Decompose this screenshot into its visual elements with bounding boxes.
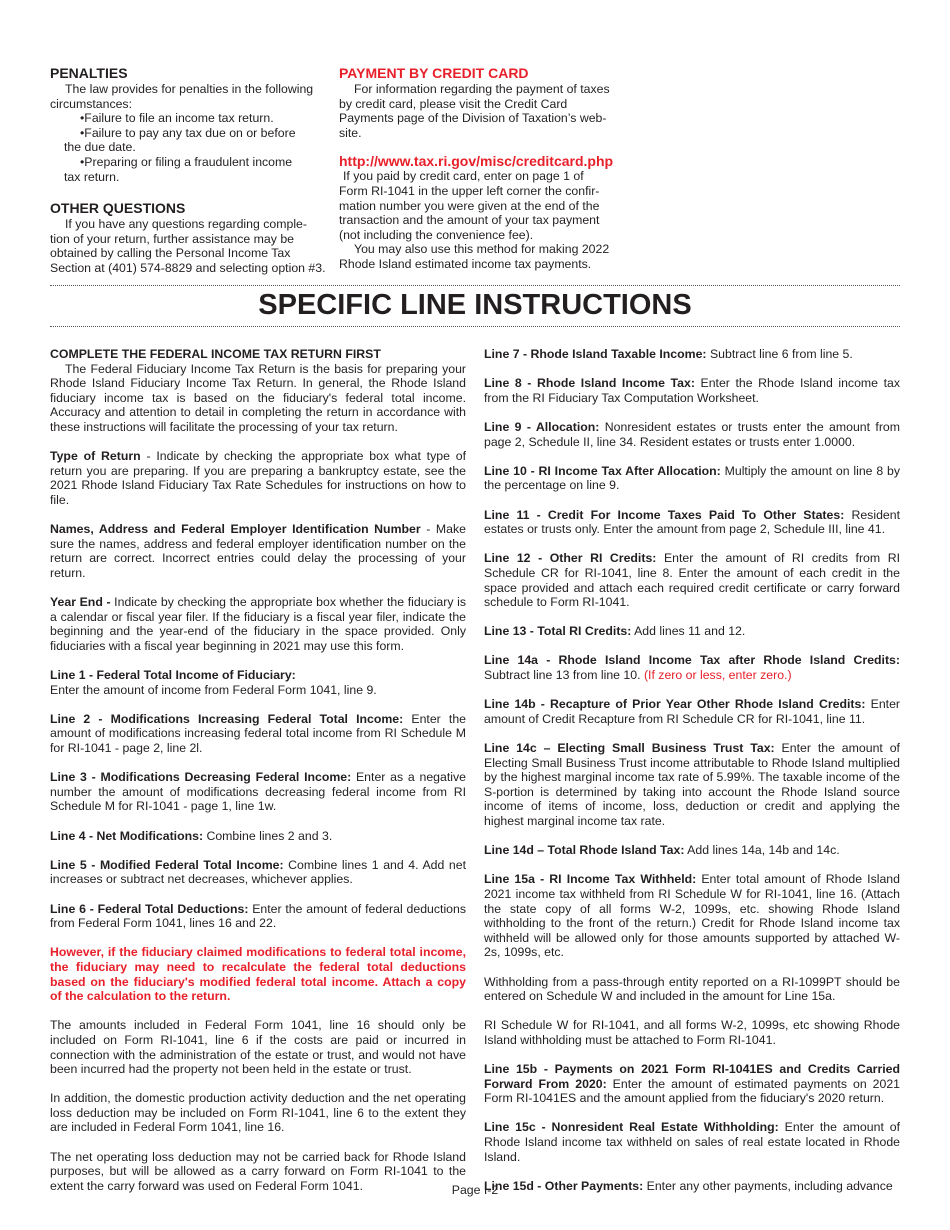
instruction-label: Line 5 - Modified Federal Total Income: — [50, 857, 284, 872]
instruction-line-2 — [50, 712, 466, 756]
left-column — [50, 347, 466, 1208]
credit-card-line: For information regarding the payment of taxes — [354, 82, 610, 96]
other-questions-section — [50, 200, 330, 275]
paragraph-schedule-w: RI Schedule W for RI-1041, and all forms W-2, 1099s, etc showing Rhode Island withholding must be attached to Form RI-1041. — [484, 1018, 900, 1047]
other-questions-line: If you have any questions regarding comple- — [65, 217, 307, 231]
credit-card-para: If you paid by credit card, enter on page 1 of — [343, 169, 584, 184]
instruction-text: Enter the amount of modifications increasing federal total income from RI Schedule M for RI-1041 - page 2, line 2l. — [50, 711, 466, 756]
instruction-line-1 — [50, 668, 466, 697]
instruction-label: Line 1 - Federal Total Income of Fiduciary: — [50, 668, 296, 683]
instruction-text: Add lines 11 and 12. — [631, 624, 746, 639]
penalty-item: •Failure to pay any tax due on or before — [80, 125, 296, 140]
instruction-label: Line 14c – Electing Small Business Trust Tax: — [484, 741, 775, 756]
penalty-item-cont: the due date. — [64, 140, 136, 155]
penalties-intro-cont: circumstances: — [50, 96, 133, 111]
instruction-text: Add lines 14a, 14b and 14c. — [684, 843, 840, 858]
instruction-text: Enter the Rhode Island income tax from the RI Fiduciary Tax Computation Worksheet. — [484, 376, 900, 405]
instruction-text: Subtract line 6 from line 5. — [706, 347, 853, 361]
instruction-text: Combine lines 1 and 4. Add net increases or subtract net decreases, whichever applies. — [50, 857, 466, 887]
instruction-label: Year End - — [50, 595, 111, 610]
divider-top — [50, 285, 900, 286]
instruction-text: Multiply the amount on line 8 by the percentage on line 9. — [484, 463, 901, 493]
other-questions-line: obtained by calling the Personal Income Tax — [50, 246, 291, 261]
instruction-label: Line 11 - Credit For Income Taxes Paid To Other States: — [484, 507, 845, 522]
instruction-line-4 — [50, 829, 466, 844]
section-body: The Federal Fiduciary Income Tax Return is the basis for preparing your Rhode Island Fiduciary Income Tax Return. In general, the Rhode Island fiduciary income tax is based on the fiduciary's federal total income. Accuracy and attention to detail in completing the return in accordance with these instructions will facilitate the processing of your tax return. — [50, 361, 466, 434]
instruction-label: Line 7 - Rhode Island Taxable Income: — [484, 347, 707, 361]
credit-card-para: Rhode Island estimated income tax payments. — [339, 256, 592, 271]
credit-card-para: Form RI-1041 in the upper left corner the confir- — [339, 183, 600, 198]
instruction-label: Line 15b - Payments on 2021 Form RI-1041ES and Credits Carried Forward From 2020: — [484, 1062, 900, 1091]
instruction-line-5 — [50, 858, 466, 887]
instruction-type-of-return — [50, 449, 466, 507]
instruction-text: Enter the amount of Electing Small Business Trust income attributable to Rhode Island multiplied by the highest marginal income tax rate of 5.99%. The taxable income of the S-portion is determined by taking into account the Rhode Island source income of items of income, loss, deduction or credit and applying the highest marginal income tax rate. — [484, 741, 900, 828]
instruction-text: Enter as a negative number the amount of modifications decreasing federal income from RI Schedule M for RI-1041 - page 1, line 1w. — [50, 770, 466, 814]
instruction-text: Enter the amount of federal deductions from Federal Form 1041, lines 16 and 22. — [50, 901, 466, 931]
instruction-label: Line 4 - Net Modifications: — [50, 828, 204, 843]
penalty-item: •Preparing or filing a fraudulent income — [80, 154, 293, 169]
penalty-item-cont: tax return. — [64, 169, 120, 184]
instruction-text: Enter the amount of income from Federal Form 1041, line 9. — [50, 682, 377, 697]
zero-note: (If zero or less, enter zero.) — [643, 668, 792, 683]
penalties-heading: PENALTIES — [50, 65, 128, 81]
instruction-text: Enter the amount of Rhode Island income tax withheld on sales of real estate located in Rhode Island. — [484, 1120, 900, 1164]
warning-text: However, if the fiduciary claimed modifications to federal total income, the fiduciary may need to recalculate the federal total deductions based on the fiduciary's modified federal total income. Attach a copy of the calculation to the return. — [50, 945, 466, 1004]
instruction-text: Enter the amount of RI credits from RI Schedule CR for RI-1041, line 8. Enter the amount of each credit in the space provided and attach each required credit certificate or carry forward schedule to Form RI-1041. — [484, 551, 900, 610]
other-questions-heading: OTHER QUESTIONS — [50, 200, 186, 216]
section-heading: COMPLETE THE FEDERAL INCOME TAX RETURN FIRST — [50, 347, 381, 361]
instruction-label: Line 6 - Federal Total Deductions: — [50, 901, 249, 916]
other-questions-line: tion of your return, further assistance may be — [50, 231, 295, 246]
penalties-section — [50, 65, 325, 184]
instruction-line-12 — [484, 551, 900, 609]
instruction-label: Line 9 - Allocation: — [484, 419, 600, 434]
instruction-line-9 — [484, 420, 900, 449]
credit-card-line: site. — [339, 125, 362, 140]
instruction-text: Enter amount of Credit Recapture from RI Schedule CR for RI-1041, line 11. — [484, 697, 901, 726]
paragraph-domestic: In addition, the domestic production activity deduction and the net operating loss deduction may be included on Form RI-1041, line 6 to the extent they are included in Federal Form 1041, line 16. — [50, 1091, 466, 1135]
instruction-label: Names, Address and Federal Employer Identification Number — [50, 522, 421, 537]
instruction-text: - Indicate by checking the appropriate box what type of return you are preparing. If you are preparing a bankruptcy estate, see the 2021 Rhode Island Fiduciary Tax Rate Schedules for instructions on how to file. — [50, 449, 466, 507]
instruction-label: Line 14d – Total Rhode Island Tax: — [484, 843, 685, 858]
credit-card-line: Payments page of the Division of Taxation’s web- — [339, 111, 607, 126]
instruction-line-14c — [484, 741, 900, 829]
instruction-line-15c — [484, 1120, 900, 1164]
instruction-text: Enter any other payments, including advance — [643, 1178, 893, 1193]
instruction-label: Line 14a - Rhode Island Income Tax after Rhode Island Credits: — [484, 653, 900, 668]
instruction-text: Enter total amount of Rhode Island 2021 income tax withheld from RI Schedule W for RI-1041, line 16. (Attach the state copy of all forms W-2, 1099s, etc. showing Rhode Island withholding to the front of the return.) Credit for Rhode Island income tax withheld will be allowed only for those amounts supported by attached W-2s, 1099s, etc. — [484, 872, 900, 960]
instruction-text: Indicate by checking the appropriate box whether the fiduciary is a calendar or fiscal year filer. If the fiduciary is a fiscal year filer, indicate the beginning and the year-end of the fiduciary in the space provided. Only fiduciaries with a fiscal year beginning in 2021 may use this form. — [50, 595, 467, 653]
instruction-line-7 — [484, 347, 900, 362]
paragraph-nol: The net operating loss deduction may not be carried back for Rhode Island purposes, but will be allowed as a carry forward on Form RI-1041 to the extent the carry forward was used on Federal Form 1041. — [50, 1149, 466, 1193]
instruction-line-14a — [484, 653, 900, 682]
credit-card-heading: PAYMENT BY CREDIT CARD — [339, 65, 529, 81]
credit-card-para: (not including the convenience fee). — [339, 227, 534, 242]
instruction-line-13 — [484, 624, 900, 639]
divider-bottom — [50, 326, 900, 327]
instruction-label: Line 8 - Rhode Island Income Tax: — [484, 376, 695, 391]
instruction-year-end — [50, 595, 466, 653]
penalty-item: •Failure to file an income tax return. — [80, 111, 274, 126]
instruction-line-14d — [484, 843, 900, 858]
instruction-federal-return — [50, 347, 466, 435]
instruction-text: Enter the amount of estimated payments on 2021 Form RI-1041ES and the amount applied from the fiduciary's 2020 return. — [484, 1076, 900, 1106]
instruction-label: Type of Return — [50, 449, 141, 464]
instruction-line-10 — [484, 464, 900, 493]
instruction-line-8 — [484, 376, 900, 405]
instruction-text: Nonresident estates or trusts enter the amount from page 2, Schedule II, line 34. Resident estates or trusts enter 1.0000. — [484, 419, 900, 449]
instruction-text: Subtract line 13 from line 10. — [484, 668, 644, 683]
instruction-label: Line 3 - Modifications Decreasing Federal Income: — [50, 770, 352, 785]
instruction-label: Line 10 - RI Income Tax After Allocation: — [484, 463, 721, 478]
instruction-text: - Make sure the names, address and federal employer identification number on the return are correct. Incorrect entries could delay the processing of your return. — [50, 522, 466, 580]
instruction-label: Line 12 - Other RI Credits: — [484, 551, 657, 566]
instruction-text: Resident estates or trusts only. Enter the amount from page 2, Schedule III, line 41. — [484, 507, 900, 537]
instruction-label: Line 2 - Modifications Increasing Federal Total Income: — [50, 711, 404, 726]
paragraph-withholding: Withholding from a pass-through entity reported on a RI-1099PT should be entered on Schedule W and included in the amount for Line 15a. — [484, 974, 900, 1004]
credit-card-para: mation number you were given at the end of the — [339, 198, 600, 213]
instruction-line-14b — [484, 697, 900, 726]
penalties-intro: The law provides for penalties in the following — [65, 82, 314, 96]
instruction-names — [50, 522, 466, 580]
credit-card-para: You may also use this method for making 2022 — [354, 242, 610, 257]
instruction-label: Line 13 - Total RI Credits: — [484, 624, 632, 639]
paragraph-amounts: The amounts included in Federal Form 1041, line 16 should only be included on Form RI-1041, line 6 if the costs are paid or incurred in connection with the administration of the estate or trust, and would not have been incurred had the property not been held in the estate or trust. — [50, 1018, 466, 1077]
right-column — [484, 347, 900, 1208]
credit-card-url-link[interactable]: http://www.tax.ri.gov/misc/creditcard.php — [339, 153, 614, 170]
instruction-line-3 — [50, 770, 466, 814]
credit-card-para: transaction and the amount of your tax payment — [339, 213, 600, 228]
page-title: SPECIFIC LINE INSTRUCTIONS — [258, 289, 692, 321]
instruction-label: Line 15c - Nonresident Real Estate Withholding: — [484, 1120, 779, 1135]
instruction-label: Line 15a - RI Income Tax Withheld: — [484, 872, 697, 887]
instruction-line-11 — [484, 508, 900, 537]
instruction-line-6 — [50, 902, 466, 931]
credit-card-section — [339, 65, 619, 272]
instruction-label: Line 15d - Other Payments: — [484, 1178, 644, 1193]
instruction-text: Combine lines 2 and 3. — [203, 828, 333, 843]
page-number: Page I-2 — [451, 1183, 499, 1197]
credit-card-line: by credit card, please visit the Credit Card — [339, 96, 568, 111]
instruction-line-15b — [484, 1062, 900, 1106]
instruction-line-15a — [484, 872, 900, 960]
instruction-label: Line 14b - Recapture of Prior Year Other Rhode Island Credits: — [484, 697, 866, 712]
other-questions-line: Section at (401) 574-8829 and selecting option #3. — [50, 260, 326, 275]
